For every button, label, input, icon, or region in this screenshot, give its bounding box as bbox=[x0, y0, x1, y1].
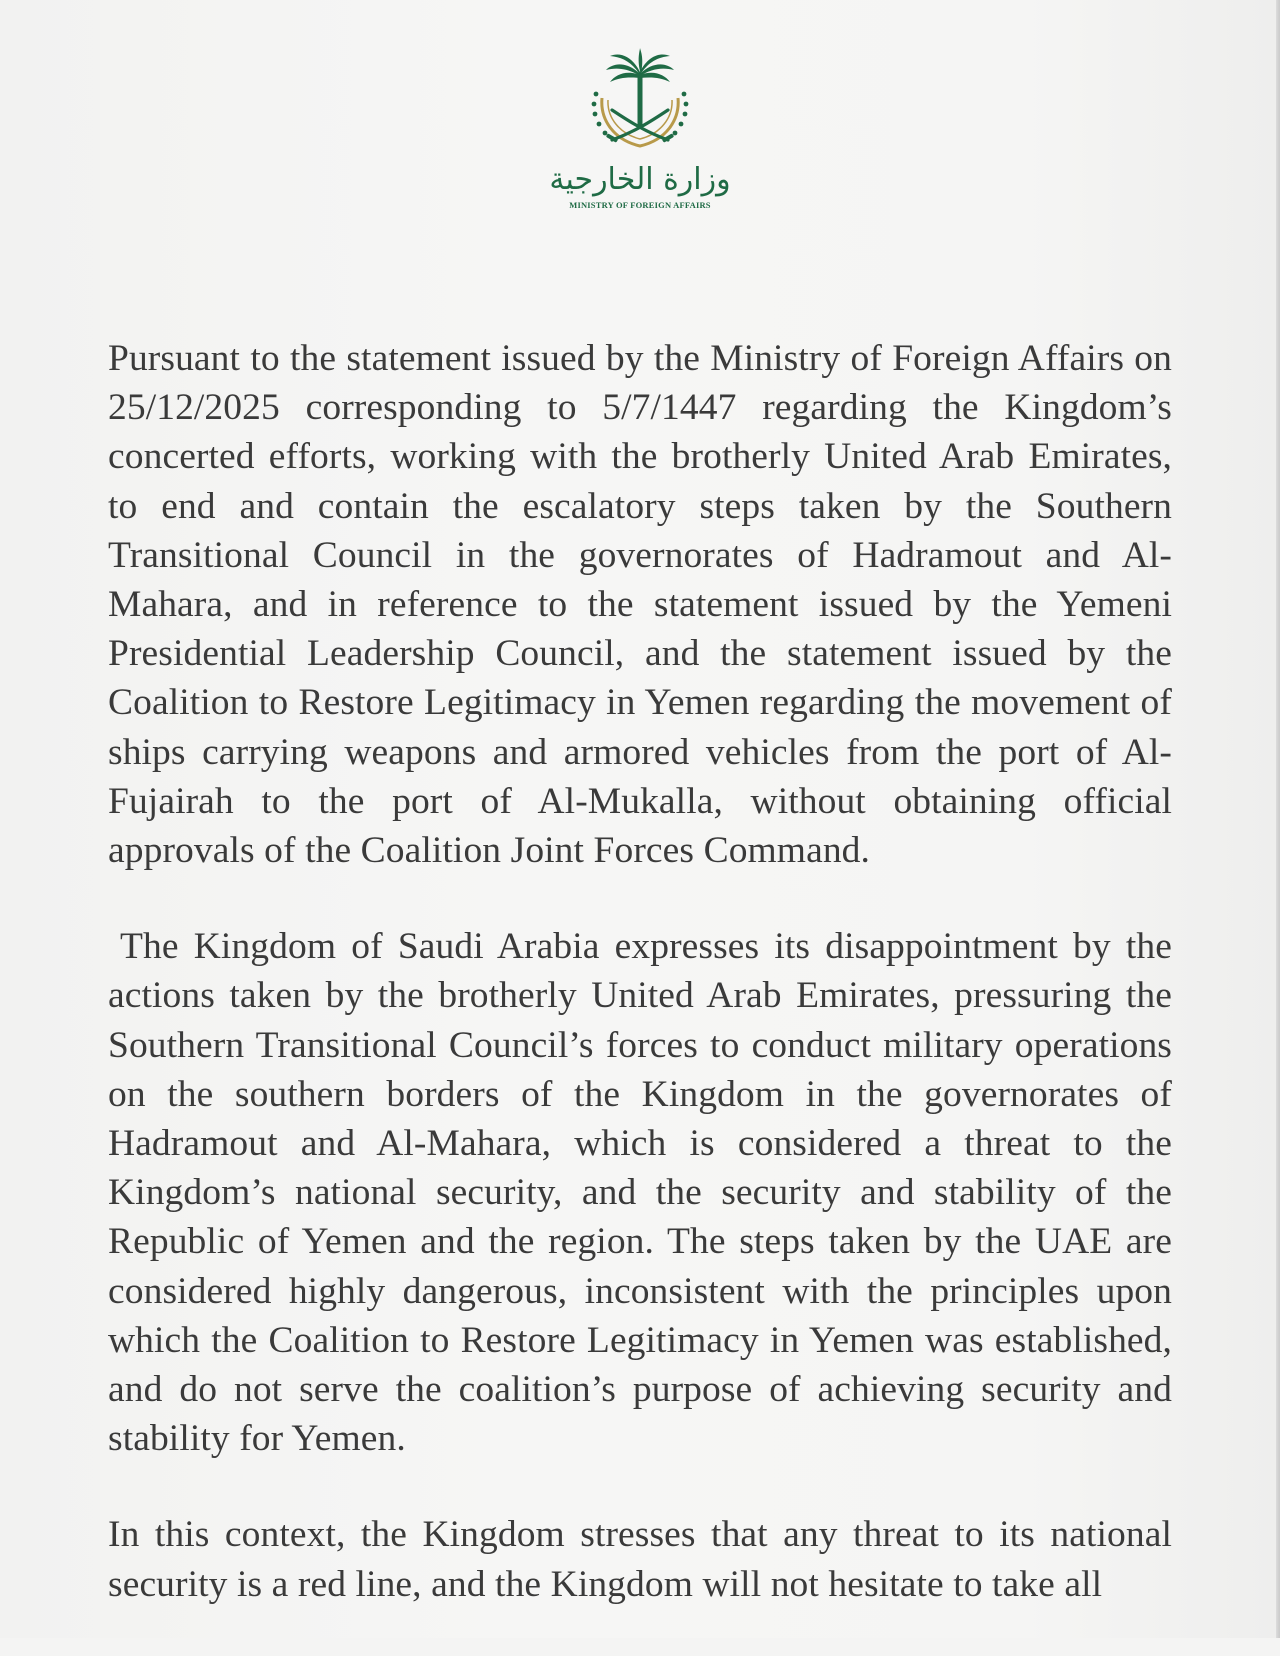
paragraph-3: In this context, the Kingdom stresses that any threat to its national security is a red line, and the Kingdom will not hesitate to take all bbox=[108, 1514, 1172, 1605]
ministry-english-name: MINISTRY OF FOREIGN AFFAIRS bbox=[569, 200, 711, 210]
letterhead bbox=[540, 48, 740, 228]
saudi-emblem-palm-swords-icon bbox=[580, 48, 700, 158]
ministry-arabic-name: وزارة الخارجية bbox=[549, 162, 731, 197]
page-edge-shadow bbox=[1276, 0, 1280, 1638]
paragraph-2: The Kingdom of Saudi Arabia expresses its disappointment by the actions taken by the brotherly United Arab Emirates, pressuring the Southern Transitional Council’s forces to conduct military operations on the southern borders of the Kingdom in the governorates of Hadramout and Al-Mahara, which is considered a threat to the Kingdom’s national security, and the security and stability of the Republic of Yemen and the region. The steps taken by the UAE are considered highly dangerous, inconsistent with the principles upon which the Coalition to Restore Legitimacy in Yemen was established, and do not serve the coalition’s purpose of achieving security and stability for Yemen. bbox=[108, 926, 1172, 1460]
statement-body bbox=[108, 334, 1172, 1656]
paragraph-1: Pursuant to the statement issued by the Ministry of Foreign Affairs on 25/12/2025 corresponding to 5/7/1447 regarding the Kingdom’s concerted efforts, working with the brotherly United Arab Emirates, to end and contain the escalatory steps taken by the Southern Transitional Council in the governorates of Hadramout and Al-Mahara, and in reference to the statement issued by the Yemeni Presidential Leadership Council, and the statement issued by the Coalition to Restore Legitimacy in Yemen regarding the movement of ships carrying weapons and armored vehicles from the port of Al-Fujairah to the port of Al-Mukalla, without obtaining official approvals of the Coalition Joint Forces Command. bbox=[108, 338, 1172, 872]
